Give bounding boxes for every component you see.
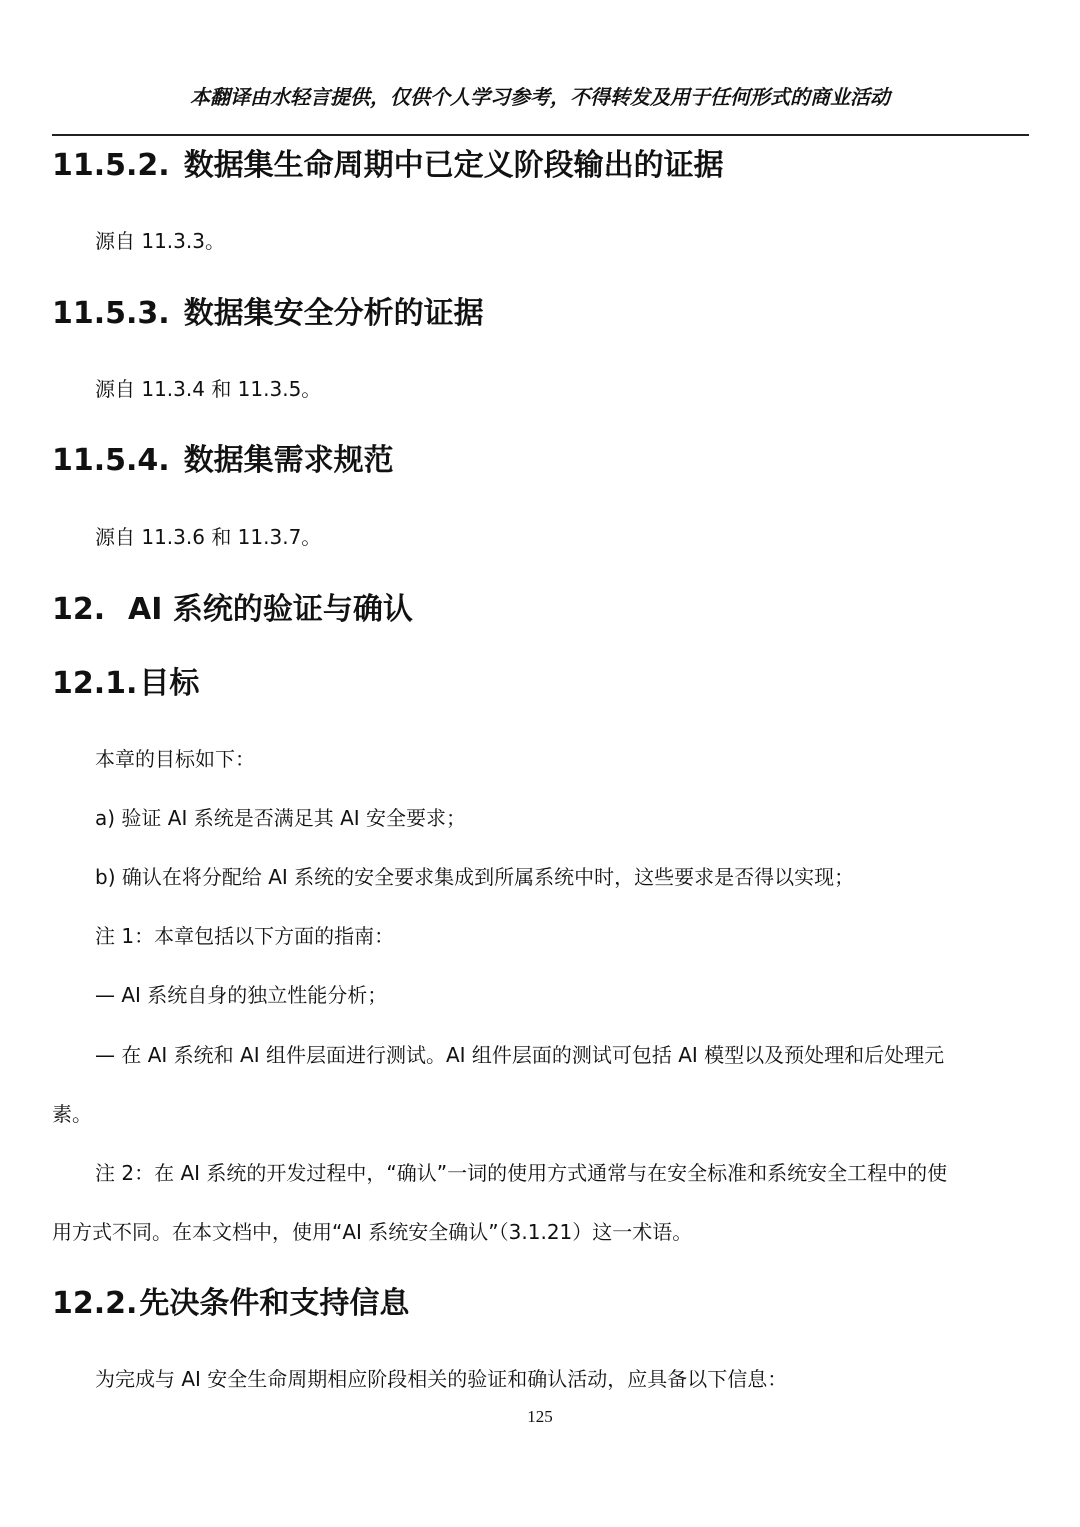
heading-number: 11.5.2. bbox=[52, 148, 170, 183]
heading-number: 11.5.4. bbox=[52, 443, 170, 478]
heading-number: 12. bbox=[52, 592, 106, 627]
paragraph-intro: 本章的目标如下： bbox=[95, 747, 255, 771]
heading-12-1 bbox=[52, 664, 199, 704]
paragraph-11-5-3: 源自 11.3.4 和 11.3.5。 bbox=[95, 377, 322, 401]
heading-11-5-2 bbox=[52, 146, 724, 186]
heading-number: 11.5.3. bbox=[52, 296, 170, 331]
dash-item-1: — AI 系统自身的独立性能分析； bbox=[95, 983, 388, 1007]
header-divider bbox=[52, 134, 1029, 136]
heading-title: AI 系统的验证与确认 bbox=[128, 592, 413, 627]
note-1: 注 1：本章包括以下方面的指南： bbox=[95, 924, 395, 948]
note-2-line-2: 用方式不同。在本文档中，使用“AI 系统安全确认”（3.1.21）这一术语。 bbox=[52, 1220, 693, 1244]
heading-11-5-4 bbox=[52, 441, 394, 481]
heading-number: 12.1. bbox=[52, 666, 138, 701]
heading-number: 12.2. bbox=[52, 1286, 138, 1321]
heading-title: 数据集安全分析的证据 bbox=[183, 296, 484, 331]
heading-12 bbox=[52, 590, 413, 630]
page-number: 125 bbox=[527, 1407, 553, 1426]
dash-item-2-line-1: — 在 AI 系统和 AI 组件层面进行测试。AI 组件层面的测试可包括 AI 模型以及预处理和后处理元 bbox=[95, 1043, 945, 1067]
paragraph-11-5-2: 源自 11.3.3。 bbox=[95, 229, 225, 253]
page-header-notice: 本翻译由水轻言提供，仅供个人学习参考，不得转发及用于任何形式的商业活动 bbox=[190, 85, 890, 109]
heading-title: 数据集生命周期中已定义阶段输出的证据 bbox=[183, 148, 724, 183]
list-item-a: a) 验证 AI 系统是否满足其 AI 安全要求； bbox=[95, 806, 467, 830]
paragraph-11-5-4: 源自 11.3.6 和 11.3.7。 bbox=[95, 525, 322, 549]
paragraph-12-2-intro: 为完成与 AI 安全生命周期相应阶段相关的验证和确认活动，应具备以下信息： bbox=[95, 1367, 788, 1391]
heading-title: 数据集需求规范 bbox=[183, 443, 394, 478]
heading-title: 目标 bbox=[139, 666, 200, 701]
heading-title: 先决条件和支持信息 bbox=[139, 1286, 410, 1321]
list-item-b: b) 确认在将分配给 AI 系统的安全要求集成到所属系统中时，这些要求是否得以实现； bbox=[95, 865, 855, 889]
note-2-line-1: 注 2：在 AI 系统的开发过程中，“确认”一词的使用方式通常与在安全标准和系统安全工程中的使 bbox=[95, 1161, 948, 1185]
heading-11-5-3 bbox=[52, 294, 484, 334]
dash-item-2-line-2: 素。 bbox=[52, 1102, 92, 1126]
heading-12-2 bbox=[52, 1284, 409, 1324]
